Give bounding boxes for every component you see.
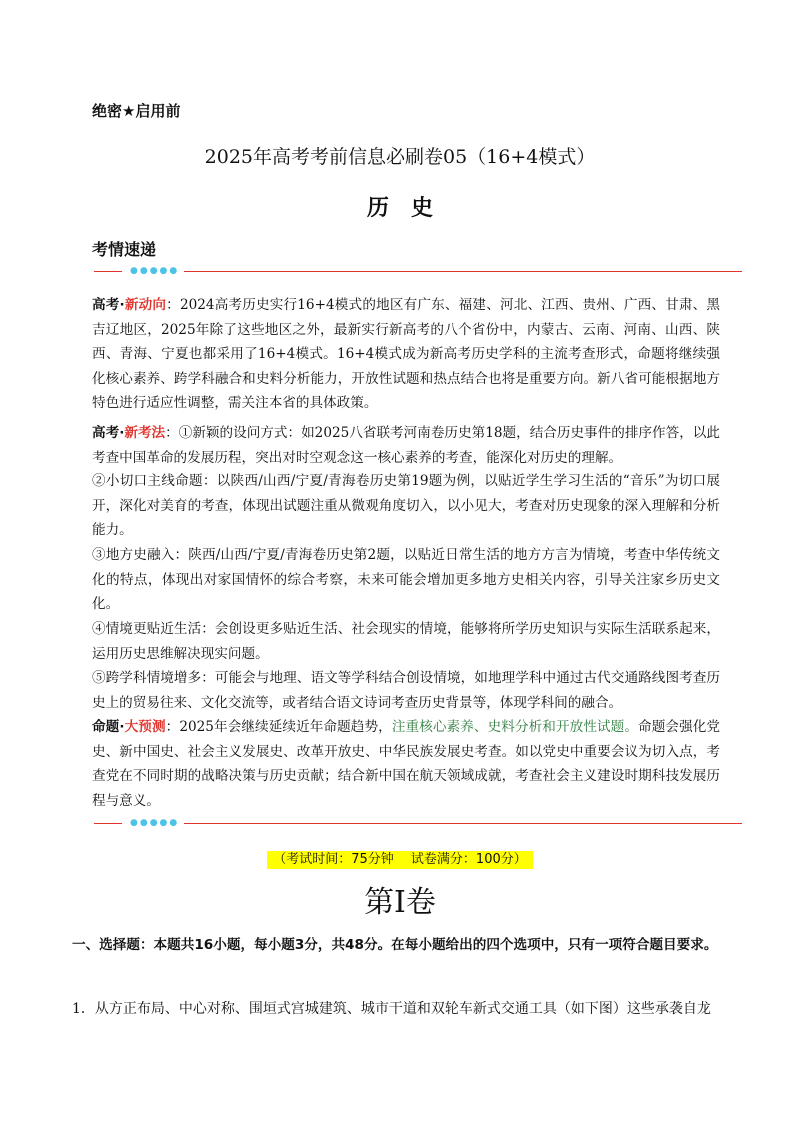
divider-dots: ●●●●● [130, 818, 180, 828]
tag-key: 命题 [92, 719, 120, 735]
tag-dot: · [119, 297, 125, 313]
paragraph-text-green: 注重核心素养、史料分析和开放性试题。 [391, 719, 639, 735]
divider-line-left [94, 271, 122, 272]
tag-colon: ： [165, 425, 179, 441]
paragraph-text-a: 2025年会继续延续近年命题趋势， [179, 719, 392, 735]
paragraph-point-4: ④情境更贴近生活：会创设更多贴近生活、社会现实的情境，能够将所学历史知识与实际生活联系起来，运用历史思维解决现实问题。 [92, 621, 720, 662]
divider-line-left [94, 823, 122, 824]
tag-new-trend: 新动向 [124, 297, 167, 313]
paragraph-text-b: 命题会强化党史、新中国史、社会主义发展史、改革开放史、中华民族发展史考查。如以党史中重要会议为切入点，考查党在不同时期的战略决策与历史贡献；结合新中国在航天领域成就，考查社会主义建设时期科技发展历程与意义。 [92, 719, 721, 809]
tag-dot: · [119, 719, 125, 735]
divider-line-right [184, 823, 742, 824]
paragraph-text: 2024高考历史实行16+4模式的地区有广东、福建、河北、江西、贵州、广西、甘肃、黑吉辽地区，2025年除了这些地区之外，最新实行新高考的八个省份中，内蒙古、云南、河南、山西、陕西、青海、宁夏也都采用了16+4模式。16+4模式成为新高考历史学科的主流考查形式，命题将继续强化核心素养、跨学科融合和史料分析能力，开放性试题和热点结合也将是重要方向。新八省可能根据地方特色进行适应性调整，需关注本省的具体政策。 [92, 297, 721, 411]
tag-key: 高考 [92, 425, 120, 441]
paragraph-point-3: ③地方史融入：陕西/山西/宁夏/青海卷历史第2题，以贴近日常生活的地方方言为情境，考查中华传统文化的特点，体现出对家国情怀的综合考察，未来可能会增加更多地方史相关内容，引导关注家乡历史文化。 [92, 547, 720, 612]
paragraph-prediction [92, 715, 720, 813]
paper-title: 2025年高考考前信息必刷卷05（16+4模式） [204, 146, 596, 168]
volume-title: 第Ⅰ卷 [364, 885, 436, 920]
paragraph-point-2: ②小切口主线命题：以陕西/山西/宁夏/青海卷历史第19题为例，以贴近学生学习生活的“音乐”为切口展开，深化对美育的考查，体现出试题注重从微观角度切入，以小见大，考查对历史现象的深入理解和分析能力。 [92, 473, 720, 538]
paragraph-new-trend [92, 293, 720, 416]
subject-title: 历史 [366, 196, 455, 221]
tag-colon: ： [165, 719, 180, 735]
confidential-label: 绝密★启用前 [92, 102, 181, 120]
choice-section-instructions: 一、选择题：本题共16小题，每小题3分，共48分。在每小题给出的四个选项中，只有一项符合题目要求。 [72, 937, 718, 953]
tag-key: 高考 [92, 297, 120, 313]
paragraph-point-5: ⑤跨学科情境增多：可能会与地理、语文等学科结合创设情境，如地理学科中通过古代交通路线图考查历史上的贸易往来、文化交流等，或者结合语文诗词考查历史背景等，体现学科间的融合。 [92, 670, 720, 711]
tag-new-method: 新考法 [124, 425, 166, 441]
paragraph-text: ①新颖的设问方式：如2025八省联考河南卷历史第18题，结合历史事件的排序作答，以此考查中国革命的发展历程，突出对时空观念这一核心素养的考查，能深化对历史的理解。 [92, 425, 720, 466]
divider-dots: ●●●●● [130, 266, 180, 276]
paragraph-new-method [92, 421, 720, 470]
question-1: 1．从方正布局、中心对称、围垣式宫城建筑、城市干道和双轮车新式交通工具（如下图）这些承袭自龙 [72, 1001, 711, 1017]
tag-prediction: 大预测 [124, 719, 166, 735]
tag-colon: ： [166, 297, 180, 313]
divider-line-right [184, 271, 742, 272]
exam-info-highlight: （考试时间：75分钟 试卷满分：100分） [267, 851, 533, 869]
divider-top [92, 265, 742, 277]
exam-info-row [0, 848, 800, 869]
divider-bottom [92, 817, 742, 829]
section-heading: 考情速递 [92, 240, 157, 259]
tag-dot: · [119, 425, 125, 441]
